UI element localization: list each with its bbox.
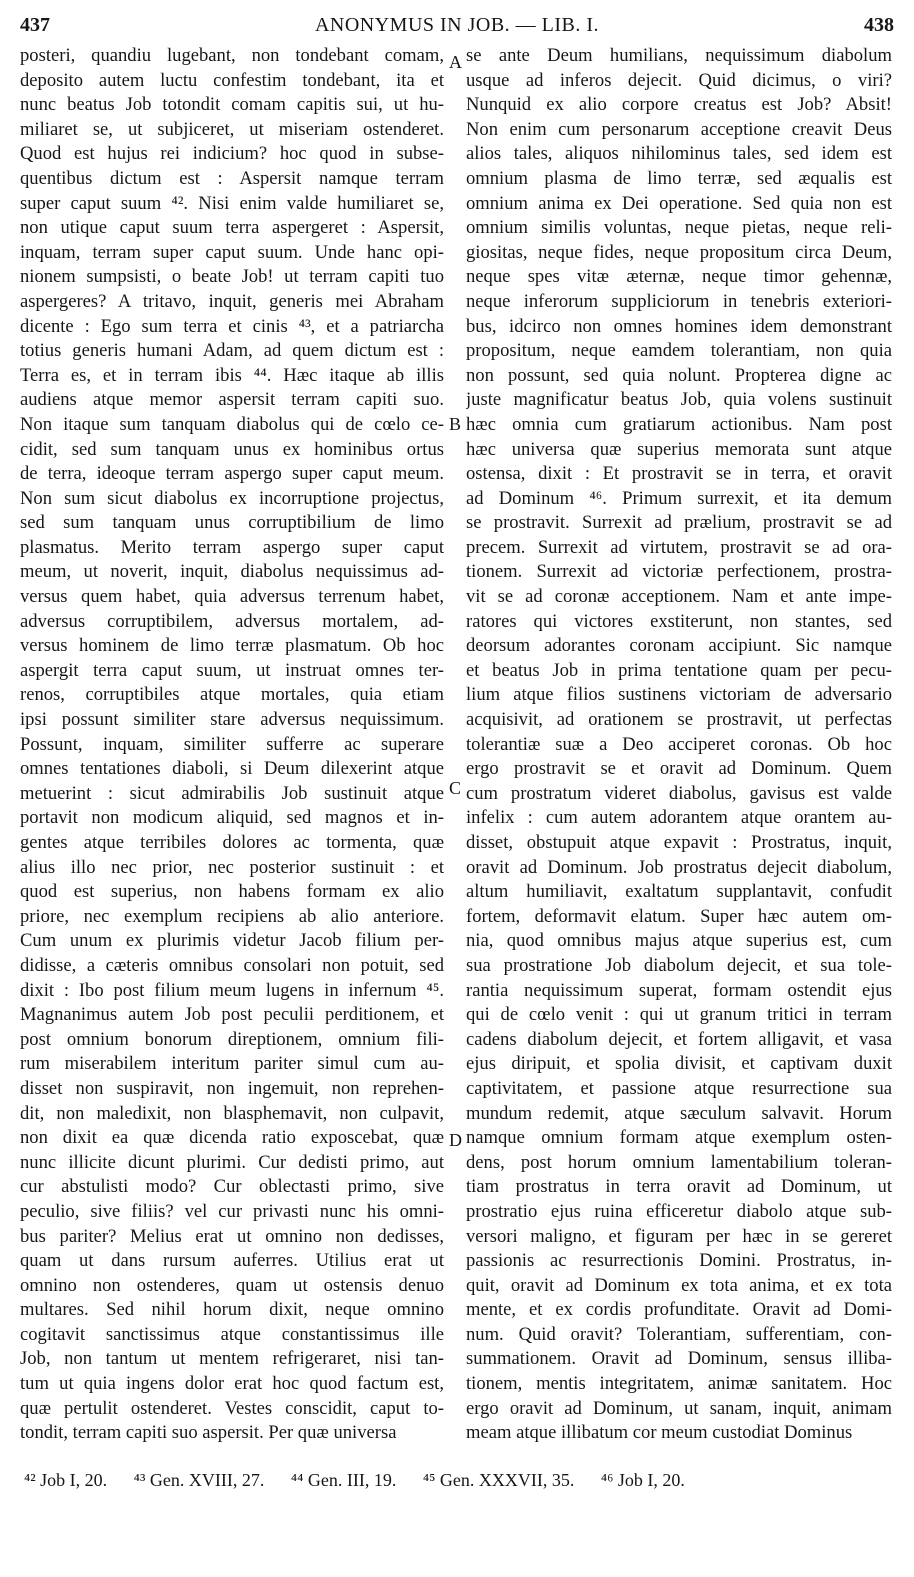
text-line: tum ut quia ingens dolor erat hoc quod factum est, xyxy=(20,1373,444,1395)
margin-marker-d: D xyxy=(449,1130,462,1150)
text-line: captivitatem, et passione atque resurrectione sua xyxy=(466,1077,892,1099)
text-line: mente, et ex cordis profunditate. Oravit ad Domi- xyxy=(466,1299,892,1321)
text-line: omnium plasma de limo terræ, sed æqualis est xyxy=(466,167,892,189)
text-line: meum, ut noverit, inquit, diabolus nequissimus ad- xyxy=(20,561,444,583)
text-line: cur abstulisti modo? Cur oblectasti primo, sive xyxy=(20,1176,444,1198)
text-line: omnes tentationes diaboli, si Deum dilexerint atque xyxy=(20,758,444,780)
text-line: de terra, ideoque terram aspergo super caput meum. xyxy=(20,463,444,485)
text-line: nunc illicite dicunt plurimi. Cur dedisti primo, aut xyxy=(20,1151,444,1173)
text-line: dicente : Ego sum terra et cinis ⁴³, et a patriarcha xyxy=(20,315,444,337)
text-line: summationem. Oravit ad Dominum, sensus illiba- xyxy=(466,1348,892,1370)
text-line: se ante Deum humilians, nequissimum diabolum xyxy=(466,45,892,66)
text-line: prostratio ejus ruina efficeretur diabolo atque sub- xyxy=(466,1200,892,1222)
text-line: ipsi possunt similiter stare adversus nequissimum. xyxy=(20,709,444,731)
text-line: dens, post horum omnium lamentabilium toleran- xyxy=(466,1151,892,1173)
text-line: sua prostratione Job diabolum dejecit, et sua tole- xyxy=(466,954,892,976)
text-line: super caput suum ⁴². Nisi enim valde humiliaret se, xyxy=(20,192,444,214)
text-line: deorsum adorantes coronam accipiunt. Sic namque xyxy=(466,635,892,657)
page-number-right: 438 xyxy=(864,14,894,36)
text-line: didisse, a cæteris omnibus consolari non potuit, sed xyxy=(20,954,444,976)
text-line: quam ut dans rursum auferres. Utilius erat ut xyxy=(20,1250,444,1272)
margin-marker-b: B xyxy=(449,414,462,434)
left-column xyxy=(20,44,444,1446)
text-line: non utique caput suum terra aspergeret : Aspersit, xyxy=(20,217,444,239)
text-line: peculio, sive filiis? vel cur privasti nunc his omni- xyxy=(20,1200,444,1222)
text-line: quod est superius, non habens formam ex alio xyxy=(20,881,444,903)
footnotes xyxy=(24,1470,904,1491)
text-line: Non enim cum personarum acceptione creavit Deus xyxy=(466,118,892,140)
text-line: post omnium bonorum direptionem, omnium fili- xyxy=(20,1028,444,1050)
text-line: disset, obstupuit atque expavit : Prostratus, inquit, xyxy=(466,832,892,853)
text-line: dit, non maledixit, non blasphemavit, non culpavit, xyxy=(20,1102,444,1124)
text-line: tondit, terram capiti suo aspersit. Per quæ universa xyxy=(20,1422,397,1444)
text-line: portavit non modicum aliquid, sed magnos et in- xyxy=(20,807,444,829)
text-line: versus quem habet, quia adversus terrenum habet, xyxy=(20,586,444,608)
text-line: cadens diabolum dejecit, et fortem alligavit, et vasa xyxy=(466,1028,892,1050)
footnote: ⁴⁴ Gen. III, 19. xyxy=(290,1470,397,1490)
text-line: num. Quid oravit? Tolerantiam, sufferentiam, con- xyxy=(466,1323,892,1345)
text-line: ergo oravit ad Dominum, ut sanam, inquit, animam xyxy=(466,1397,892,1419)
text-line: aspergeres? A tritavo, inquit, generis mei Abraham xyxy=(20,290,444,312)
text-line: totius generis humani Adam, ad quem dictum est : xyxy=(20,340,444,362)
text-line: multares. Sed nihil horum dixit, neque omnino xyxy=(20,1299,444,1321)
text-line: tionem. Surrexit ad victoriæ perfectionem, prostra- xyxy=(466,561,892,583)
text-line: giositas, neque fides, neque propositum circa Deum, xyxy=(466,241,892,263)
text-line: tiam prostratus in terra oravit ad Dominum, ut xyxy=(466,1176,892,1198)
text-line: cogitavit sanctissimus atque constantissimus ille xyxy=(20,1323,444,1345)
text-line: tionem, mentis integritatem, animæ sanitatem. Hoc xyxy=(466,1373,892,1395)
text-line: et beatus Job in prima tentatione quam per pecu- xyxy=(466,659,892,681)
text-line: rum miserabilem interitum pariter simul cum au- xyxy=(20,1053,444,1075)
text-line: Non itaque sum tanquam diabolus qui de cœlo ce- xyxy=(20,413,444,435)
text-line: se prostravit. Surrexit ad prælium, prostravit se ad xyxy=(466,512,892,534)
text-line: gentes atque terribiles dolores ac tormenta, quæ xyxy=(20,832,444,853)
text-line: dixit : Ibo post filium meum lugens in infernum ⁴⁵. xyxy=(20,979,444,1001)
running-title: ANONYMUS IN JOB. — LIB. I. xyxy=(314,14,600,36)
text-line: metuerint : sicut admirabilis Job sustinuit atque xyxy=(20,782,444,804)
text-line: Quod est hujus rei indicium? hoc quod in subse- xyxy=(20,143,444,165)
text-line: bus pariter? Melius erat ut omnino non dedisses, xyxy=(20,1225,444,1247)
text-line: acquisivit, ad orationem se prostravit, ut perfectas xyxy=(466,709,892,731)
footnote: ⁴³ Gen. XVIII, 27. xyxy=(133,1470,265,1490)
text-line: Cum unum ex plurimis videtur Jacob filium per- xyxy=(20,930,444,952)
running-header xyxy=(20,14,894,40)
text-line: Nunquid ex alio corpore creatus est Job? Absit! xyxy=(466,94,892,116)
margin-marker-c: C xyxy=(449,778,462,798)
text-line: quit, oravit ad Dominum ex tota anima, et ex tota xyxy=(466,1274,892,1296)
text-line: alios tales, aliquos nihilominus tales, sed idem est xyxy=(466,143,892,165)
text-line: ejus diripuit, et spolia divisit, et captivam duxit xyxy=(466,1053,892,1075)
text-line: ratores qui victores exstiterunt, non stantes, sed xyxy=(466,610,892,632)
text-line: Non sum sicut diabolus ex incorruptione projectus, xyxy=(20,487,444,509)
text-line: versus hominem de limo terræ plasmatum. Ob hoc xyxy=(20,635,444,657)
text-line: meam atque illibatum cor meum custodiat Dominus xyxy=(466,1422,853,1444)
text-line: oravit ad Dominum. Job prostratus dejecit diabolum, xyxy=(466,856,892,878)
text-line: Terra es, et in terram ibis ⁴⁴. Hæc itaque ab illis xyxy=(20,364,444,386)
text-line: mundum redemit, atque sæculum salvavit. Horum xyxy=(466,1102,892,1124)
text-line: usque ad inferos dejecit. Quid dicimus, o viri? xyxy=(466,69,892,91)
text-line: miliaret se, ut subjiceret, ut miseriam ostenderet. xyxy=(20,118,444,140)
text-line: hæc universa quæ superius memorata sunt atque xyxy=(466,438,892,460)
text-line: versori maligno, et figuram per hæc in se gereret xyxy=(466,1225,892,1247)
text-line: fortem, deformavit elatum. Super hæc autem om- xyxy=(466,905,892,927)
text-line: hæc omnia cum gratiarum actionibus. Nam post xyxy=(466,413,892,435)
text-line: non possunt, sed quia nolunt. Propterea digne ac xyxy=(466,364,892,386)
text-line: ad Dominum ⁴⁶. Primum surrexit, et ita demum xyxy=(466,487,892,509)
text-line: posteri, quandiu lugebant, non tondebant comam, xyxy=(20,45,444,66)
text-line: sed sum tanquam unus corruptibilium de limo xyxy=(20,512,444,534)
footnote: ⁴² Job I, 20. xyxy=(24,1470,108,1490)
text-line: Magnanimus autem Job post peculii perditionem, et xyxy=(20,1004,444,1026)
text-line: plasmatus. Merito terram aspergo super caput xyxy=(20,536,444,558)
text-line: cidit, sed sum tanquam unus ex hominibus ortus xyxy=(20,438,444,460)
text-line: priore, nec exemplum recipiens ab alio anteriore. xyxy=(20,905,444,927)
text-line: non dixit ea quæ dicenda ratio exposcebat, quæ xyxy=(20,1127,444,1149)
text-line: rantia nequissimum superat, formam ostendit ejus xyxy=(466,979,892,1001)
footnote: ⁴⁵ Gen. XXXVII, 35. xyxy=(422,1470,575,1490)
text-line: deposito autem luctu confestim tondebant, ita et xyxy=(20,69,444,91)
text-line: qui de cœlo venit : qui ut granum tritici in terram xyxy=(466,1004,892,1026)
page-number-left: 437 xyxy=(20,14,50,36)
text-line: ostensa, dixit : Et prostravit se in terra, et oravit xyxy=(466,463,892,485)
text-line: namque omnium formam atque exemplum osten- xyxy=(466,1127,892,1149)
text-line: aspergit terra caput suum, ut instruat omnes ter- xyxy=(20,659,444,681)
text-line: inquam, terram super caput suum. Unde hanc opi- xyxy=(20,241,444,263)
text-line: quentibus dictum est : Aspersit namque terram xyxy=(20,167,444,189)
margin-marker-a: A xyxy=(449,52,462,72)
text-line: juste magnificatur beatus Job, quia volens sustinuit xyxy=(466,389,892,411)
text-line: omnium similis voluntas, neque pietas, neque reli- xyxy=(466,217,892,239)
text-line: neque spes vitæ æternæ, neque timor gehennæ, xyxy=(466,266,892,288)
text-line: renos, corruptibiles atque mortales, quia etiam xyxy=(20,684,444,706)
text-line: quæ pertulit ostenderet. Vestes conscidit, caput to- xyxy=(20,1397,444,1419)
text-line: tolerantiæ suæ a Deo acciperet coronas. Ob hoc xyxy=(466,733,892,755)
text-line: altum humiliavit, exaltatum supplantavit, confudit xyxy=(466,881,892,903)
text-line: Possunt, inquam, similiter sufferre ac superare xyxy=(20,733,444,755)
right-column xyxy=(466,44,892,1446)
text-line: ergo prostravit se et oravit ad Dominum. Quem xyxy=(466,758,892,780)
text-line: nia, quod omnibus majus atque superius est, cum xyxy=(466,930,892,952)
text-line: adversus corruptibilem, adversus mortalem, ad- xyxy=(20,610,444,632)
text-line: audiens atque memor aspersit terram capiti suo. xyxy=(20,389,444,411)
text-line: cum prostratum videret diabolus, gavisus est valde xyxy=(466,782,892,804)
text-line: lium atque filios sustinens victoriam de adversario xyxy=(466,684,892,706)
text-line: nionem sumpsisti, o beate Job! ut terram capiti tuo xyxy=(20,266,444,288)
text-line: precem. Surrexit ad virtutem, prostravit se ad ora- xyxy=(466,536,892,558)
text-line: infelix : cum autem adorantem atque orantem au- xyxy=(466,807,892,829)
text-line: Job, non tantum ut mentem refrigeraret, nisi tan- xyxy=(20,1348,444,1370)
text-line: propositum, neque eamdem tolerantiam, non quia xyxy=(466,340,892,362)
footnote: ⁴⁶ Job I, 20. xyxy=(600,1470,685,1490)
text-line: disset non suspiravit, non ingemuit, non reprehen- xyxy=(20,1077,444,1099)
text-line: nunc beatus Job totondit comam capitis sui, ut hu- xyxy=(20,94,444,116)
text-line: omnium anima ex Dei operatione. Sed quia non est xyxy=(466,192,892,214)
text-line: omnino non ostenderes, quam ut ostensis denuo xyxy=(20,1274,444,1296)
text-line: bus, idcirco non omnes homines idem demonstrant xyxy=(466,315,892,337)
text-line: vit se ad coronæ acceptionem. Nam et ante impe- xyxy=(466,586,892,608)
text-line: neque inferorum suppliciorum in tenebris exteriori- xyxy=(466,290,892,312)
text-line: alius illo nec prior, nec posterior sustinuit : et xyxy=(20,856,444,878)
text-line: passionis ac resurrectionis Domini. Prostratus, in- xyxy=(466,1250,892,1272)
